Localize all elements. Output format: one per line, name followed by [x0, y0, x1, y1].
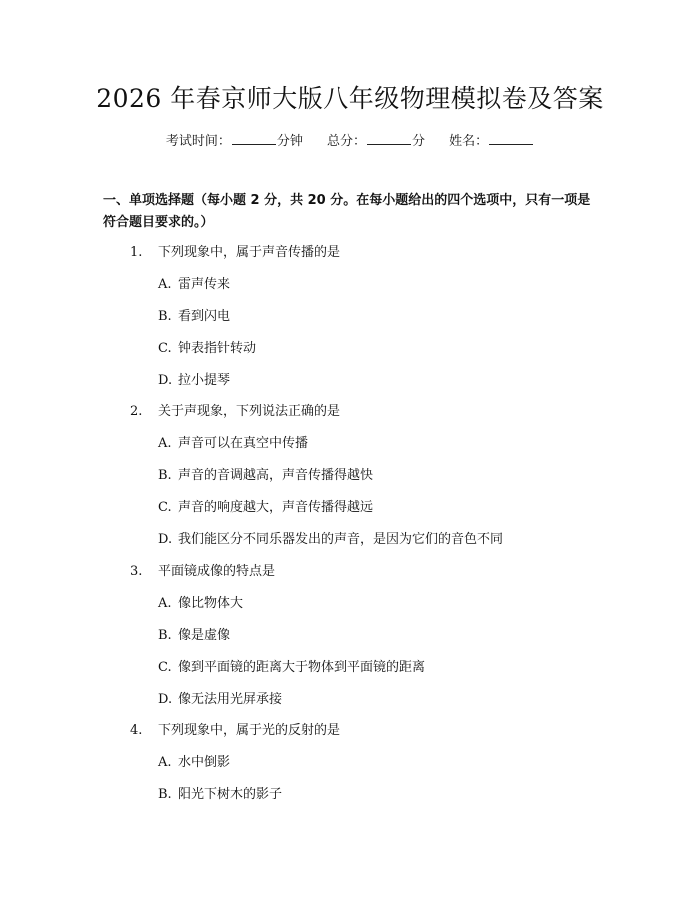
- option-text: 拉小提琴: [178, 373, 231, 388]
- option-text: 像比物体大: [178, 596, 244, 611]
- question-1: [130, 244, 340, 262]
- option-text: 看到闪电: [178, 309, 231, 324]
- option-text: 水中倒影: [178, 755, 231, 770]
- time-blank: [232, 132, 276, 145]
- option-1-b: [158, 308, 230, 326]
- option-letter: A.: [158, 755, 172, 770]
- question-number: 3.: [130, 564, 143, 579]
- option-4-a: [158, 754, 230, 772]
- option-letter: B.: [158, 787, 172, 802]
- option-4-b: [158, 786, 282, 804]
- option-letter: A.: [158, 596, 172, 611]
- option-2-b: [158, 467, 373, 485]
- page-title: 2026 年春京师大版八年级物理模拟卷及答案: [96, 84, 604, 113]
- option-1-d: [158, 372, 230, 390]
- option-letter: C.: [158, 500, 172, 515]
- section-heading: 一、单项选择题（每小题 2 分，共 20 分。在每小题给出的四个选项中，只有一项是符合题目要求的。）: [103, 193, 591, 230]
- question-text: 平面镜成像的特点是: [158, 564, 276, 579]
- question-3: [130, 563, 275, 581]
- option-3-d: [158, 691, 282, 709]
- option-2-d: [158, 531, 503, 549]
- option-text: 声音的音调越高，声音传播得越快: [178, 468, 374, 483]
- option-letter: B.: [158, 468, 172, 483]
- question-2: [130, 403, 340, 421]
- option-text: 像到平面镜的距离大于物体到平面镜的距离: [178, 660, 426, 675]
- question-number: 2.: [130, 404, 143, 419]
- option-text: 声音的响度越大，声音传播得越远: [178, 500, 374, 515]
- option-text: 声音可以在真空中传播: [178, 436, 309, 451]
- name-label: 姓名：: [449, 134, 489, 149]
- option-1-c: [158, 340, 256, 358]
- student-name-field: [449, 132, 534, 151]
- option-text: 像是虚像: [178, 628, 231, 643]
- question-number: 4.: [130, 723, 143, 738]
- time-unit: 分钟: [276, 134, 303, 149]
- option-text: 钟表指针转动: [178, 341, 257, 356]
- name-blank: [489, 132, 533, 145]
- option-letter: B.: [158, 628, 172, 643]
- option-3-b: [158, 627, 230, 645]
- option-1-a: [158, 276, 230, 294]
- question-text: 关于声现象，下列说法正确的是: [158, 404, 341, 419]
- option-text: 雷声传来: [178, 277, 231, 292]
- question-number: 1.: [130, 245, 143, 260]
- option-letter: D.: [158, 692, 173, 707]
- option-letter: C.: [158, 341, 172, 356]
- option-letter: C.: [158, 660, 172, 675]
- option-3-a: [158, 595, 243, 613]
- question-text: 下列现象中，属于光的反射的是: [158, 723, 341, 738]
- option-2-c: [158, 499, 373, 517]
- option-letter: B.: [158, 309, 172, 324]
- time-label: 考试时间：: [165, 134, 231, 149]
- option-letter: A.: [158, 277, 172, 292]
- exam-time-field: [166, 132, 303, 151]
- score-label: 总分：: [326, 134, 366, 149]
- exam-meta-line: [0, 132, 700, 151]
- question-text: 下列现象中，属于声音传播的是: [158, 245, 341, 260]
- option-text: 像无法用光屏承接: [178, 692, 283, 707]
- score-blank: [367, 132, 411, 145]
- option-2-a: [158, 435, 308, 453]
- option-text: 我们能区分不同乐器发出的声音，是因为它们的音色不同: [178, 532, 504, 547]
- option-letter: D.: [158, 373, 173, 388]
- question-4: [130, 722, 340, 740]
- option-3-c: [158, 659, 425, 677]
- total-score-field: [327, 132, 425, 151]
- option-letter: D.: [158, 532, 173, 547]
- score-unit: 分: [412, 134, 426, 149]
- option-text: 阳光下树木的影子: [178, 787, 283, 802]
- option-letter: A.: [158, 436, 172, 451]
